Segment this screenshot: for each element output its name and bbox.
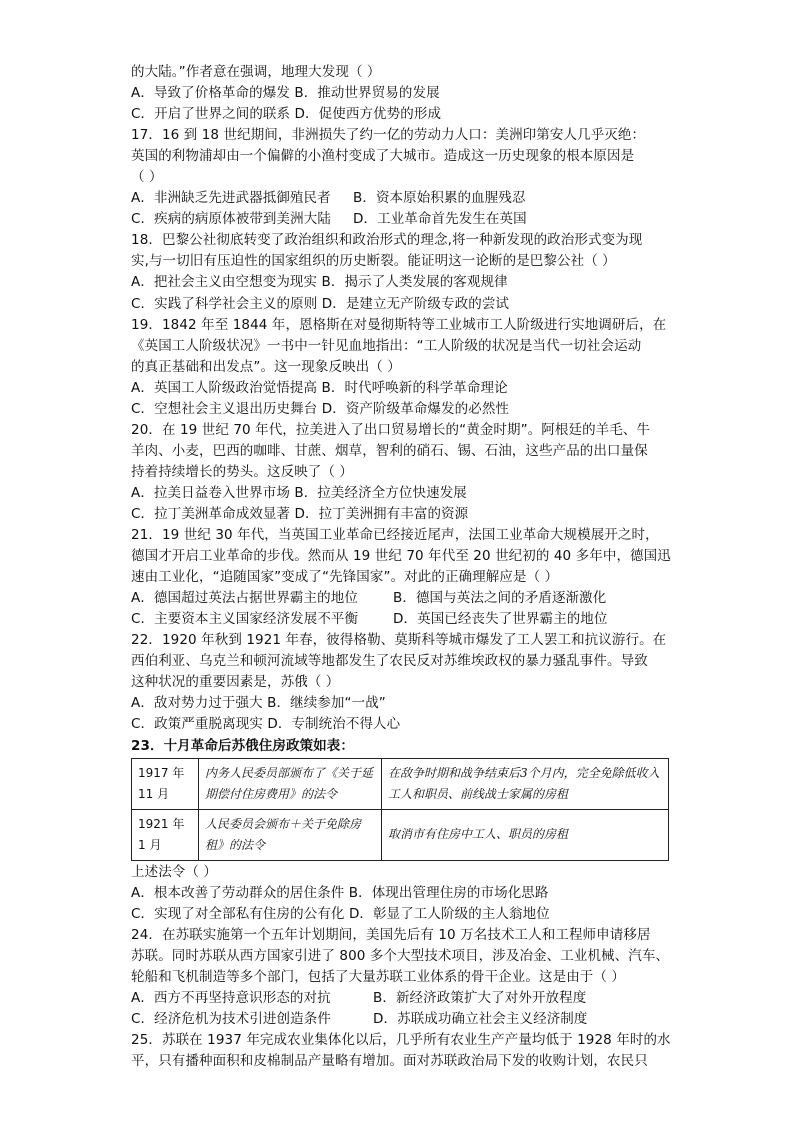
q23-options-row: [131, 883, 671, 904]
q16-option-d[interactable]: D．促使西方优势的形成: [294, 106, 442, 123]
q18-option-c[interactable]: C．实践了科学社会主义的原则: [131, 295, 318, 312]
q19-option-d[interactable]: D．资产阶级革命爆发的必然性: [321, 400, 510, 417]
q20-option-a[interactable]: A．拉美日益卷入世界市场: [131, 484, 290, 501]
q20-options-row: [131, 504, 671, 525]
q24-option-c[interactable]: C．经济危机为技术引进创造条件: [131, 1010, 331, 1027]
q21-option-a[interactable]: A．德国超过英法占据世界霸主的地位: [131, 590, 358, 607]
q20-option-d[interactable]: D．拉丁美洲拥有丰富的资源: [294, 505, 469, 522]
q21-option-b[interactable]: B．德国与英法之间的矛盾逐渐激化: [393, 590, 607, 607]
q18-option-b[interactable]: B．揭示了人类发展的客观规律: [321, 274, 508, 291]
q25-stem-line: 平，只有播种面积和皮棉制品产量略有增加。面对苏联政治局下发的收购计划，农民只: [131, 1052, 648, 1069]
q18-option-a[interactable]: A．把社会主义由空想变为现实: [131, 274, 318, 291]
q16-option-c[interactable]: C．开启了世界之间的联系: [131, 106, 291, 123]
q19-option-c[interactable]: C．空想社会主义退出历史舞台: [131, 400, 318, 417]
q24-option-d[interactable]: D．苏联成功确立社会主义经济制度: [373, 1010, 588, 1027]
q22-stem-line: 22．1920 年秋到 1921 年春，彼得格勒、莫斯科等城市爆发了工人罢工和抗议游行。在: [131, 632, 667, 649]
q17-option-c[interactable]: C．疾病的病原体被带到美洲大陆: [131, 211, 331, 228]
q23-option-b[interactable]: B．体现出管理住房的市场化思路: [348, 884, 549, 901]
q21-options-row: [131, 609, 671, 630]
q23-option-a[interactable]: A．根本改善了劳动群众的居住条件: [131, 884, 345, 901]
q19-option-b[interactable]: B．时代呼唤新的科学革命理论: [321, 379, 508, 396]
q19-options-row: [131, 378, 671, 399]
q25-stem-line: 25．苏联在 1937 年完成农业集体化以后，几乎所有农业生产产量均低于 1928 年时的水: [131, 1031, 671, 1048]
q17-option-d[interactable]: D．工业革命首先发生在英国: [353, 211, 527, 228]
q19-option-a[interactable]: A．英国工人阶级政治觉悟提高: [131, 379, 318, 396]
q16-options-row-1: [131, 83, 671, 104]
q18-options-row: [131, 294, 671, 315]
q20-stem-line: 20．在 19 世纪 70 年代，拉美进入了出口贸易增长的“黄金时期”。阿根廷的羊毛、牛: [131, 421, 651, 438]
q20-option-c[interactable]: C．拉丁美洲革命成效显著: [131, 505, 291, 522]
q23-option-d[interactable]: D．彰显了工人阶级的主人翁地位: [348, 905, 550, 922]
q16-option-a[interactable]: A．导致了价格革命的爆发: [131, 85, 290, 102]
q21-option-c[interactable]: C．主要资本主义国家经济发展不平衡: [131, 611, 359, 628]
q18-options-row: [131, 272, 671, 293]
q22-option-b[interactable]: B．继续参加“一战”: [267, 695, 386, 712]
table-cell-law: 内务人民委员部颁布了《关于延期偿付住房费用》的法令: [199, 758, 382, 809]
q17-stem-line: 17．16 到 18 世纪期间，非洲损失了约一亿的劳动力人口：美洲印第安人几乎灭绝：: [131, 127, 646, 144]
housing-policy-table: [131, 758, 669, 861]
q21-options-row: [131, 588, 671, 609]
table-cell-content: 取消市有住房中工人、职员的房租: [382, 809, 669, 860]
q24-options-row: [131, 1009, 671, 1030]
q21-option-d[interactable]: D．英国已经丧失了世界霸主的地位: [393, 611, 608, 628]
q20-option-b[interactable]: B．拉美经济全方位快速发展: [294, 484, 467, 501]
q19-stem-line: 19．1842 年至 1844 年，恩格斯在对曼彻斯特等工业城市工人阶级进行实地调研后，在: [131, 316, 667, 333]
q24-options-row: [131, 988, 671, 1009]
q17-stem-line: 英国的利物浦却由一个偏僻的小渔村变成了大城市。造成这一历史现象的根本原因是: [131, 148, 635, 165]
q24-option-a[interactable]: A．西方不再坚持意识形态的对抗: [131, 989, 331, 1006]
q24-option-b[interactable]: B．新经济政策扩大了对外开放程度: [373, 989, 587, 1006]
q23-stem-line: 23．十月革命后苏俄住房政策如表：: [131, 737, 354, 754]
q18-stem-line: 18．巴黎公社彻底转变了政治组织和政治形式的理念,将一种新发现的政治形式变为现: [131, 232, 643, 249]
q21-stem-line: 21．19 世纪 30 年代，当英国工业革命已经接近尾声，法国工业革命大规模展开之时，: [131, 527, 659, 544]
q18-stem-line: 实,与一切旧有压迫性的国家组织的历史断裂。能证明这一论断的是巴黎公社（ ）: [131, 253, 616, 270]
q19-stem-line: 的真正基础和出发点”。这一现象反映出（ ）: [131, 358, 401, 375]
q20-options-row: [131, 483, 671, 504]
q20-stem-line: 羊肉、小麦，巴西的咖啡、甘蔗、烟草，智利的硝石、锡、石油，这些产品的出口量保: [131, 442, 648, 459]
q22-stem-line: 这种状况的重要因素是，苏俄（ ）: [131, 674, 340, 691]
q17-options-row: [131, 188, 671, 209]
table-row: [132, 809, 669, 860]
q22-option-c[interactable]: C．政策严重脱离现实: [131, 716, 263, 733]
q21-stem-line: 德国才开启工业革命的步伐。然而从 19 世纪 70 年代至 20 世纪初的 40 多年中，德国迅: [131, 548, 671, 565]
q19-options-row: [131, 399, 671, 420]
q20-stem-line: 持着持续增长的势头。这反映了（ ）: [131, 463, 353, 480]
table-cell-law: 人民委员会颁布＋关于免除房租》的法令: [199, 809, 382, 860]
table-cell-content: 在敌争时期和战争结束后3个月内，完全免除低收入工人和职员、前线战士家属的房租: [382, 758, 669, 809]
q18-option-d[interactable]: D．是建立无产阶级专政的尝试: [321, 295, 510, 312]
q16-option-b[interactable]: B．推动世界贸易的发展: [294, 85, 440, 102]
q17-stem-line: （ ）: [131, 169, 163, 186]
q17-option-b[interactable]: B．资本原始积累的血腥残忍: [353, 190, 526, 207]
table-cell-date: 1921 年 1 月: [132, 809, 199, 860]
q22-options-row: [131, 693, 671, 714]
q22-stem-line: 西伯利亚、乌克兰和顿河流域等地都发生了农民反对苏维埃政权的暴力骚乱事件。导致: [131, 653, 648, 670]
table-row: [132, 758, 669, 809]
q24-stem-line: 苏联。同时苏联从西方国家引进了 800 多个大型技术项目，涉及冶金、工业机械、汽车、: [131, 947, 670, 964]
q17-option-a[interactable]: A．非洲缺乏先进武器抵御殖民者: [131, 190, 331, 207]
q24-stem-line: 24．在苏联实施第一个五年计划期间，美国先后有 10 万名技术工人和工程师申请移居: [131, 926, 651, 943]
q22-options-row: [131, 714, 671, 735]
table-cell-date: 1917 年 11 月: [132, 758, 199, 809]
q23-options-row: [131, 904, 671, 925]
q23-option-c[interactable]: C．实现了对全部私有住房的公有化: [131, 905, 345, 922]
q17-options-row: [131, 209, 671, 230]
q24-stem-line: 轮船和飞机制造等多个部门，包括了大量苏联工业体系的骨干企业。这是由于（ ）: [131, 968, 625, 985]
q16-stem-tail: 的大陆。”作者意在强调，地理大发现（ ）: [131, 64, 381, 80]
q22-option-d[interactable]: D．专制统治不得人心: [267, 716, 401, 733]
q22-option-a[interactable]: A．敌对势力过于强大: [131, 695, 263, 712]
q16-options-row-2: [131, 104, 671, 125]
q21-stem-line: 速由工业化，“追随国家”变成了“先锋国家”。对此的正确理解应是（ ）: [131, 569, 559, 586]
q19-stem-line: 《英国工人阶级状况》一书中一针见血地指出：“工人阶级的状况是当代一切社会运动: [131, 337, 642, 354]
q23-after-table: 上述法令（ ）: [131, 863, 217, 880]
question-column: [131, 62, 671, 1072]
